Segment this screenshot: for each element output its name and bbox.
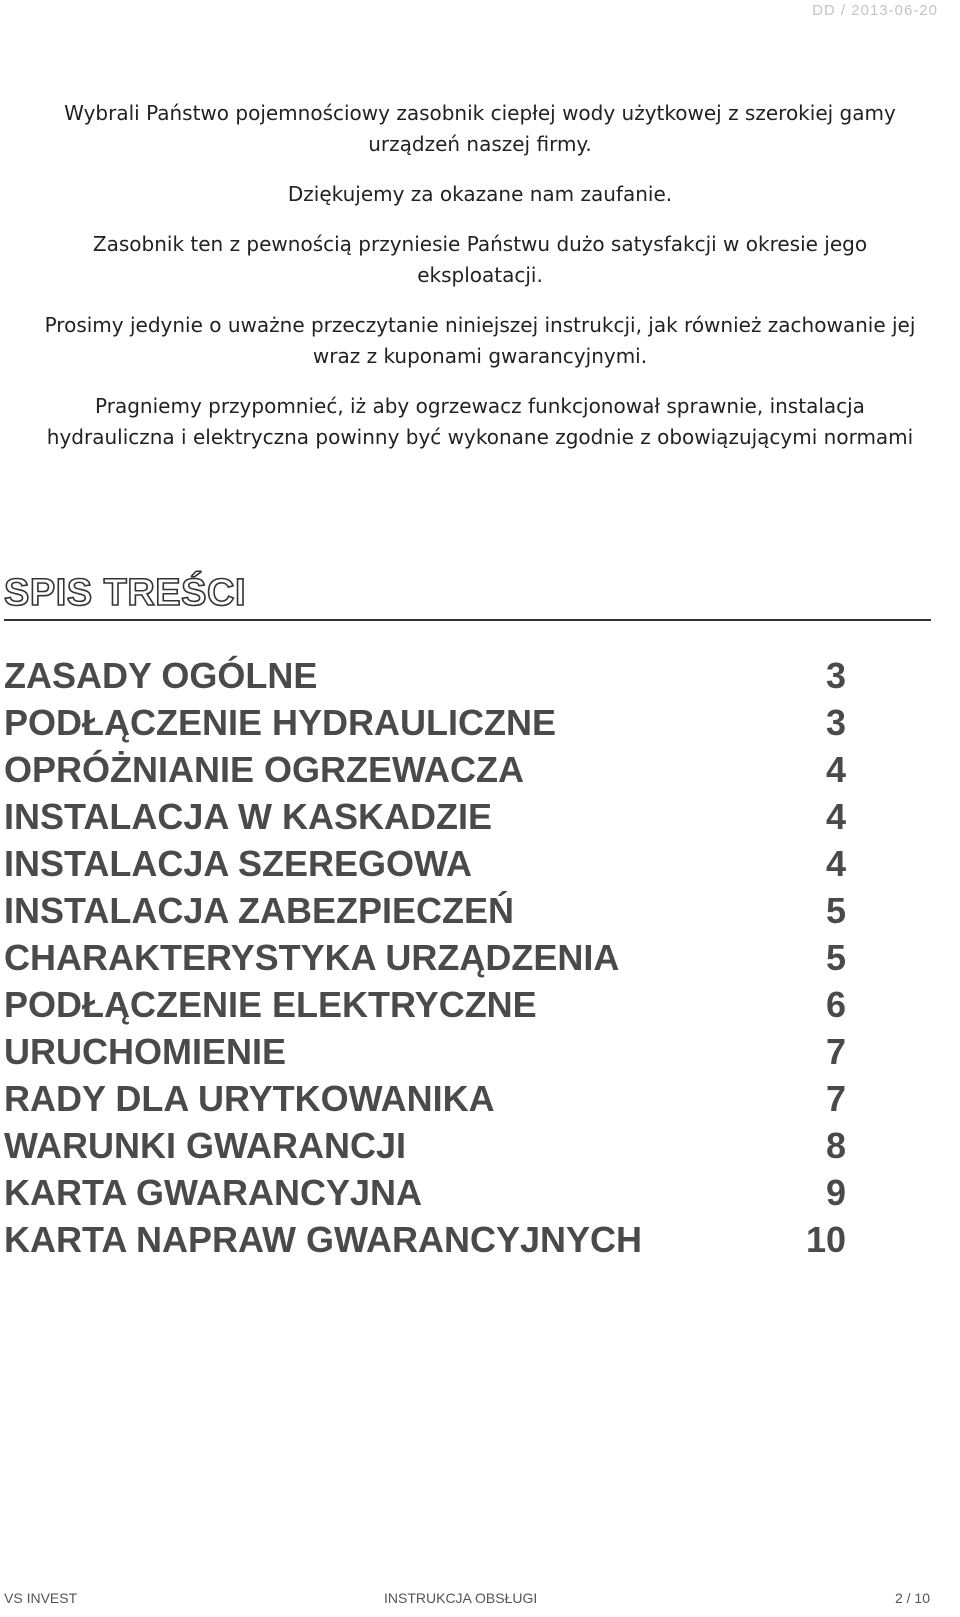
toc-item[interactable]	[4, 793, 846, 840]
toc-item[interactable]	[4, 1075, 846, 1122]
toc-item-page: 3	[825, 654, 846, 696]
toc-item[interactable]	[4, 840, 846, 887]
intro-paragraph: Dziękujemy za okazane nam zaufanie.	[287, 182, 673, 206]
toc-item-title: ZASADY OGÓLNE	[4, 654, 318, 696]
toc-item-page: 8	[825, 1124, 846, 1166]
toc-item-page: 7	[825, 1030, 846, 1072]
toc-item-page: 4	[825, 748, 846, 790]
toc-divider	[4, 619, 931, 621]
toc-item-page: 9	[825, 1171, 846, 1213]
toc-item-title: PODŁĄCZENIE ELEKTRYCZNE	[4, 983, 537, 1025]
toc-heading: SPIS TREŚCI	[4, 572, 246, 614]
toc-item-page: 4	[825, 842, 846, 884]
toc-item[interactable]	[4, 746, 846, 793]
intro-text	[30, 98, 930, 472]
toc-item-page: 6	[825, 983, 846, 1025]
toc-item[interactable]	[4, 934, 846, 981]
intro-paragraph: Zasobnik ten z pewnością przyniesie Państwu dużo satysfakcji w okresie jego eksploatacji.	[92, 232, 868, 287]
toc-item-title: OPRÓŻNIANIE OGRZEWACZA	[4, 748, 524, 790]
footer-page-number: 2 / 10	[894, 1590, 930, 1606]
toc-item[interactable]	[4, 887, 846, 934]
toc-item-title: RADY DLA URYTKOWANIKA	[4, 1077, 495, 1119]
toc-item[interactable]	[4, 1216, 846, 1263]
toc-item-page: 4	[825, 795, 846, 837]
intro-paragraph: Wybrali Państwo pojemnościowy zasobnik ciepłej wody użytkowej z szerokiej gamy urządzeń naszej firmy.	[64, 101, 896, 156]
toc-item-title: KARTA GWARANCYJNA	[4, 1171, 422, 1213]
toc-item-title: INSTALACJA W KASKADZIE	[4, 795, 492, 837]
table-of-contents	[4, 652, 846, 1263]
footer-company: VS INVEST	[4, 1590, 78, 1606]
toc-item[interactable]	[4, 1169, 846, 1216]
document-date: DD / 2013-06-20	[812, 2, 938, 19]
toc-item-title: URUCHOMIENIE	[4, 1030, 287, 1072]
toc-item-title: INSTALACJA ZABEZPIECZEŃ	[4, 889, 515, 931]
toc-item[interactable]	[4, 652, 846, 699]
toc-item-title: WARUNKI GWARANCJI	[4, 1124, 406, 1166]
toc-item-title: KARTA NAPRAW GWARANCYJNYCH	[4, 1218, 642, 1260]
footer-document-title: INSTRUKCJA OBSŁUGI	[384, 1590, 538, 1606]
toc-item[interactable]	[4, 699, 846, 746]
toc-item-page: 5	[825, 889, 846, 931]
toc-item[interactable]	[4, 1028, 846, 1075]
toc-item[interactable]	[4, 981, 846, 1028]
page-footer	[0, 1590, 960, 1612]
toc-item-title: PODŁĄCZENIE HYDRAULICZNE	[4, 701, 557, 743]
intro-paragraph: Prosimy jedynie o uważne przeczytanie niniejszej instrukcji, jak również zachowanie jej wraz z kuponami gwarancyjnymi.	[44, 313, 916, 368]
toc-item-page: 10	[805, 1218, 846, 1260]
toc-item-page: 7	[825, 1077, 846, 1119]
toc-item[interactable]	[4, 1122, 846, 1169]
toc-item-page: 5	[825, 936, 846, 978]
toc-item-title: INSTALACJA SZEREGOWA	[4, 842, 473, 884]
toc-item-page: 3	[825, 701, 846, 743]
intro-paragraph: Pragniemy przypomnieć, iż aby ogrzewacz funkcjonował sprawnie, instalacja hydrauliczna i elektryczna powinny być wykonane zgodnie z obowiązującymi normami	[46, 394, 914, 449]
toc-item-title: CHARAKTERYSTYKA URZĄDZENIA	[4, 936, 620, 978]
